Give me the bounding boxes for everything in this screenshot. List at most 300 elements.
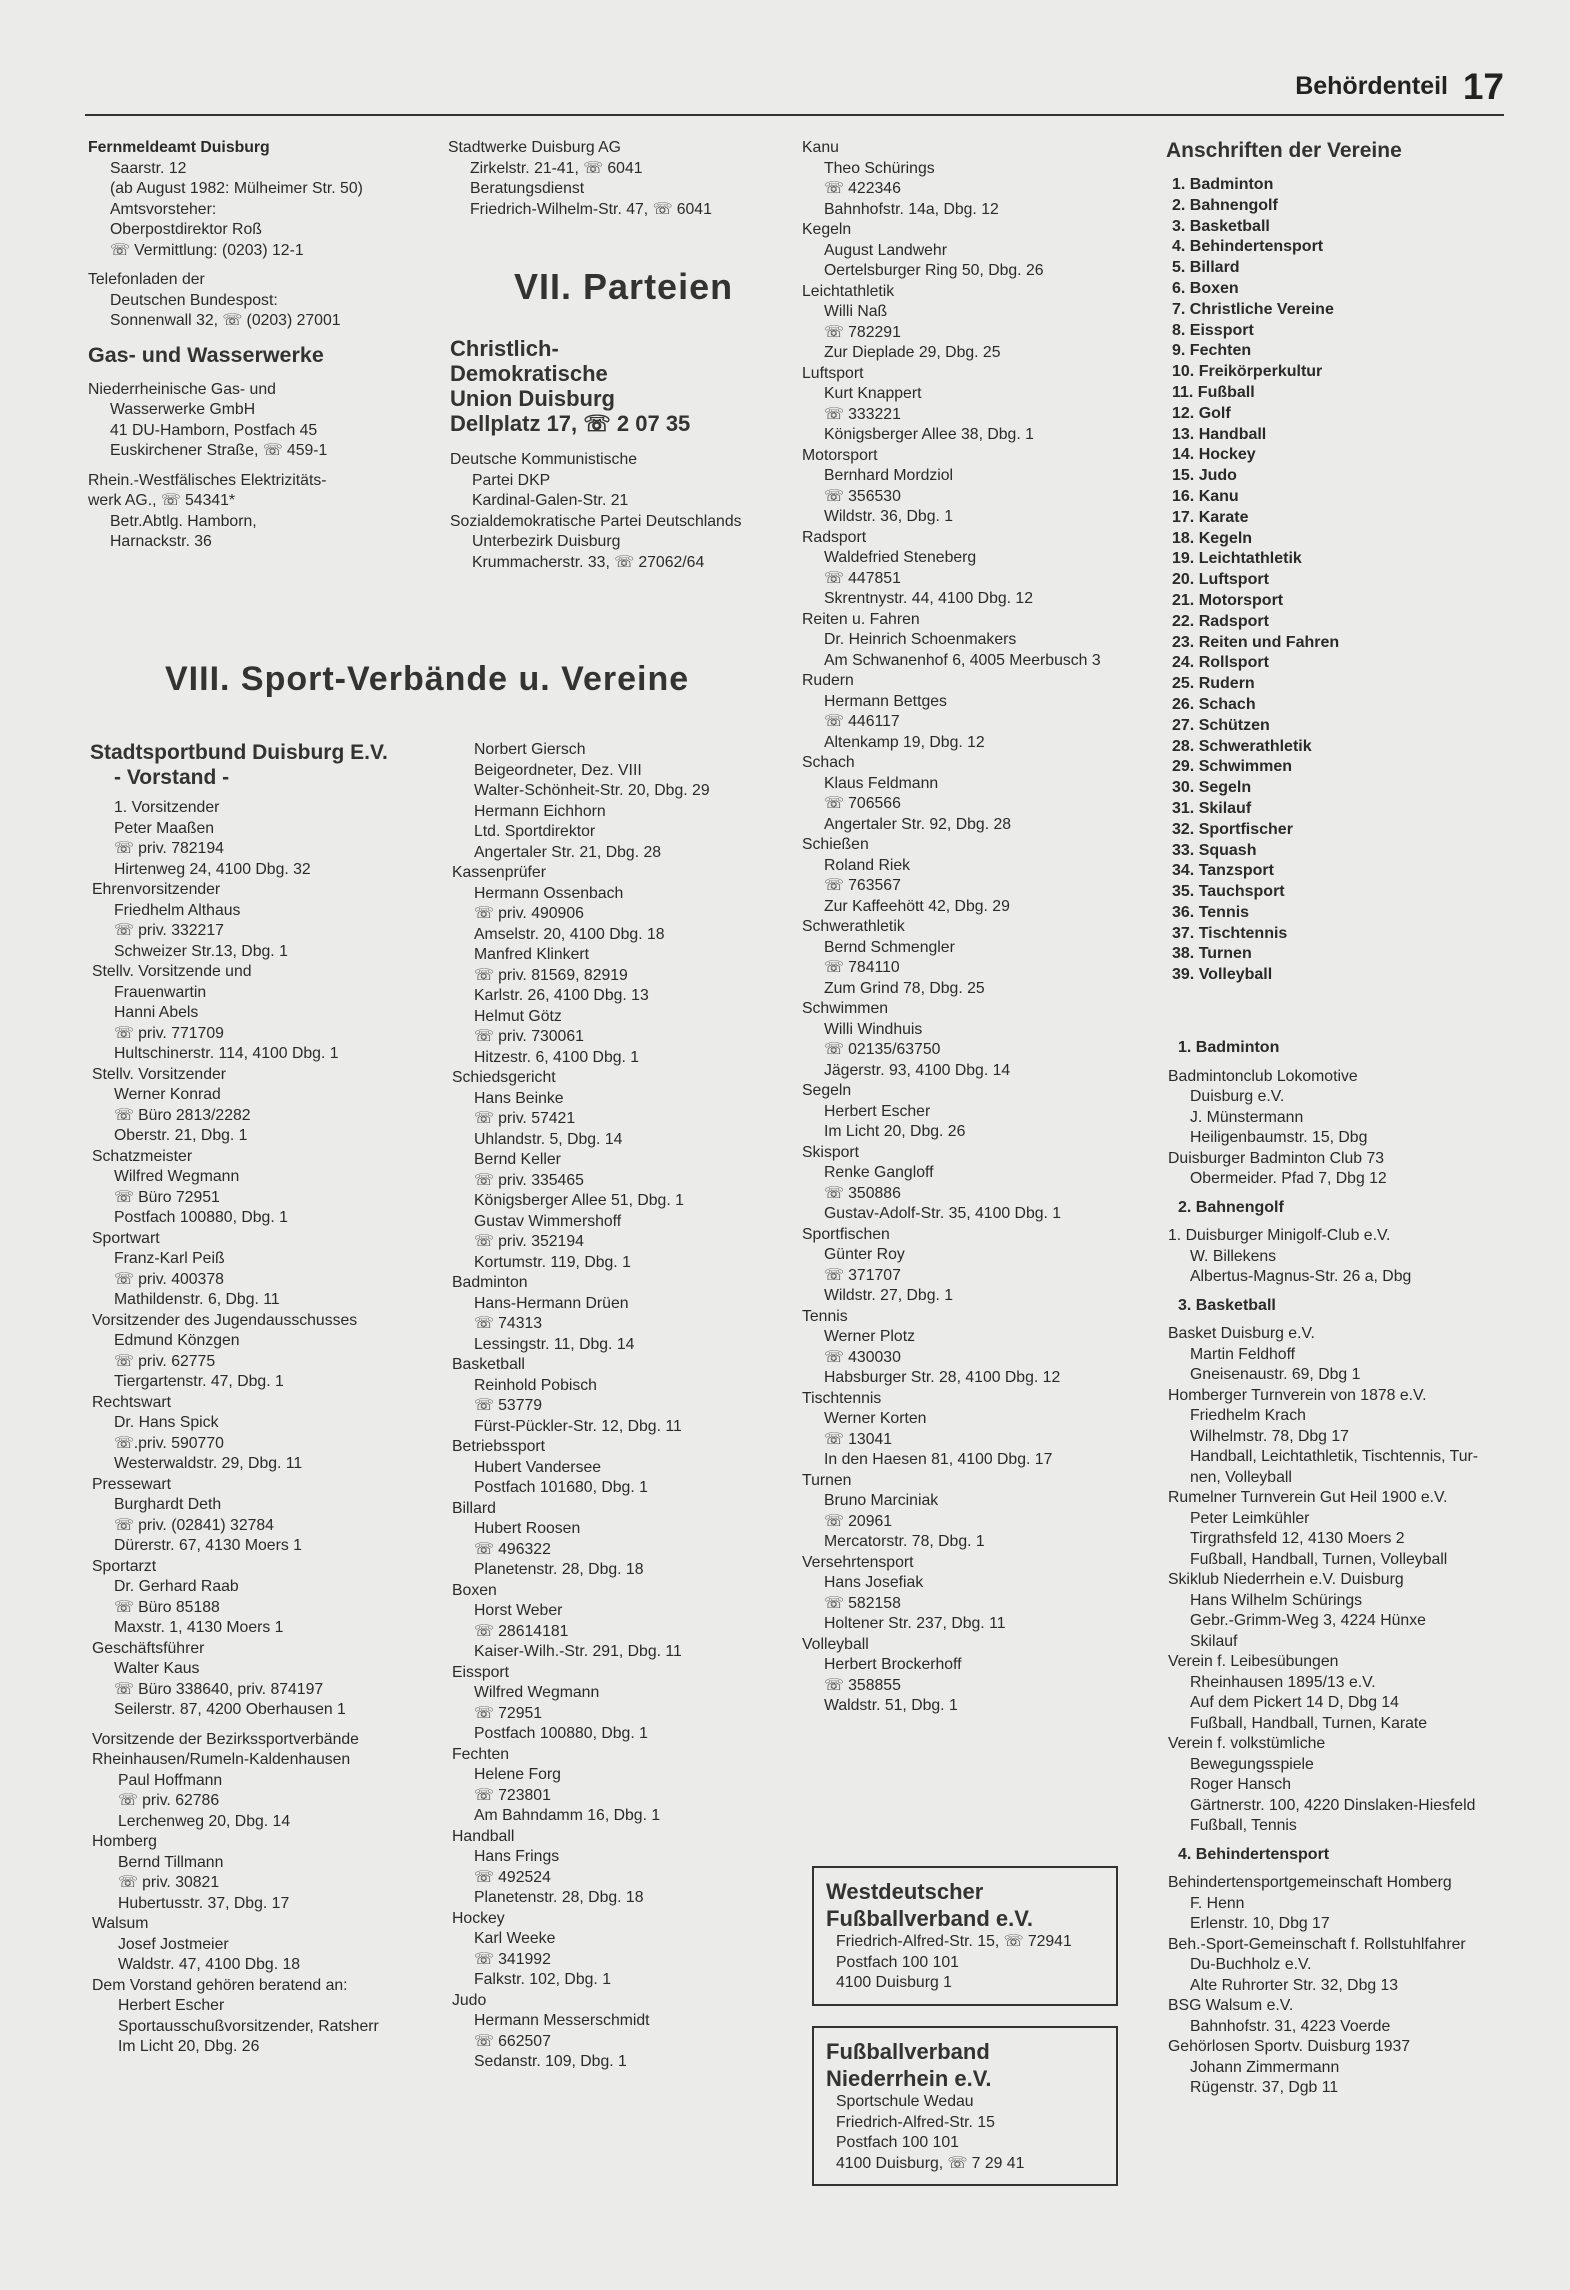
toc-item: 37. Tischtennis xyxy=(1172,924,1288,942)
text-line: Erlenstr. 10, Dbg 17 xyxy=(1190,1915,1330,1932)
text-line: Hans Josefiak xyxy=(824,1574,924,1591)
toc-item: 30. Segeln xyxy=(1172,779,1252,797)
wfv-box xyxy=(812,1866,1118,2006)
toc-item: 7. Christliche Vereine xyxy=(1172,300,1334,318)
text-line: Schach xyxy=(802,754,855,771)
text-line: Fußball, Handball, Turnen, Karate xyxy=(1190,1714,1428,1732)
text-line: ☏ priv. (02841) 32784 xyxy=(114,1516,274,1534)
text-line: Dürerstr. 67, 4130 Moers 1 xyxy=(114,1537,302,1554)
text-line: Franz-Karl Peiß xyxy=(114,1250,225,1267)
text-line: Beigeordneter, Dez. VIII xyxy=(474,761,642,779)
text-line: werk AG., ☏ 54341* xyxy=(88,492,236,509)
text-line: Harnackstr. 36 xyxy=(110,533,212,550)
text-line: BSG Walsum e.V. xyxy=(1168,1997,1294,2014)
toc-item: 29. Schwimmen xyxy=(1172,758,1293,776)
text-line: Homberger Turnverein von 1878 e.V. xyxy=(1168,1386,1427,1404)
text-line: Luftsport xyxy=(802,364,864,382)
box-line: Postfach 100 101 xyxy=(836,2134,959,2151)
ssb-title-line: - Vorstand - xyxy=(114,766,230,789)
text-line: Schweizer Str.13, Dbg. 1 xyxy=(114,942,288,960)
text-line: Kegeln xyxy=(802,221,852,238)
text-line: Geschäftsführer xyxy=(92,1639,205,1657)
text-line: Fechten xyxy=(452,1745,510,1763)
col1-top xyxy=(88,138,428,553)
text-line: Volleyball xyxy=(802,1635,869,1653)
text-line: ☏ 53779 xyxy=(474,1397,543,1414)
text-line: ☏ priv. 782194 xyxy=(114,840,224,857)
spacer xyxy=(88,261,428,270)
toc-item: 31. Skilauf xyxy=(1172,799,1252,817)
text-line: Beh.-Sport-Gemeinschaft f. Rollstuhlfahrer xyxy=(1168,1935,1466,1953)
box-line: 4100 Duisburg 1 xyxy=(836,1974,952,1991)
toc-item: 39. Volleyball xyxy=(1172,966,1273,984)
text-line: Jägerstr. 93, 4100 Dbg. 14 xyxy=(824,1061,1011,1079)
text-line: Postfach 100880, Dbg. 1 xyxy=(474,1725,648,1742)
text-line: Gärtnerstr. 100, 4220 Dinslaken-Hiesfeld xyxy=(1190,1796,1476,1814)
text-line: Heiligenbaumstr. 15, Dbg xyxy=(1190,1129,1368,1146)
text-line: Fernmeldeamt Duisburg xyxy=(88,139,270,156)
text-line: Horst Weber xyxy=(474,1602,563,1619)
text-line: Renke Gangloff xyxy=(824,1164,934,1181)
text-line: Rechtswart xyxy=(92,1393,172,1411)
text-line: Fußball, Handball, Turnen, Volleyball xyxy=(1190,1550,1448,1568)
text-line: Altenkamp 19, Dbg. 12 xyxy=(824,733,985,751)
toc-item: 15. Judo xyxy=(1172,467,1237,485)
text-line: Hitzestr. 6, 4100 Dbg. 1 xyxy=(474,1048,640,1066)
text-line: Im Licht 20, Dbg. 26 xyxy=(824,1123,966,1140)
text-line: Euskirchener Straße, ☏ 459-1 xyxy=(110,442,328,459)
box-title: Fußballverband e.V. xyxy=(826,1906,1034,1931)
text-line: Hermann Messerschmidt xyxy=(474,2012,650,2029)
cdu-line: Christlich- xyxy=(450,336,559,361)
text-line: Kaiser-Wilh.-Str. 291, Dbg. 11 xyxy=(474,1643,682,1660)
text-line: Am Bahndamm 16, Dbg. 1 xyxy=(474,1807,661,1824)
page-number: 17 xyxy=(1462,66,1504,107)
text-line: Königsberger Allee 38, Dbg. 1 xyxy=(824,426,1034,443)
text-line: Wilhelmstr. 78, Dbg 17 xyxy=(1190,1427,1349,1445)
text-line: Kardinal-Galen-Str. 21 xyxy=(472,492,629,509)
text-line: ☏ 341992 xyxy=(474,1950,551,1968)
cdu-line: Demokratische xyxy=(450,361,608,386)
text-line: Hermann Bettges xyxy=(824,692,947,710)
text-line: Badminton xyxy=(452,1274,528,1291)
text-line: Wasserwerke GmbH xyxy=(110,401,256,418)
col2-parteien xyxy=(450,450,790,573)
toc-item: 18. Kegeln xyxy=(1172,529,1253,547)
text-line: ☏ Büro 338640, priv. 874197 xyxy=(114,1680,324,1698)
text-line: Radsport xyxy=(802,528,867,546)
text-line: Karl Weeke xyxy=(474,1930,556,1947)
box-line: Postfach 100 101 xyxy=(836,1953,959,1971)
text-line: Werner Korten xyxy=(824,1410,927,1427)
text-line: Dr. Heinrich Schoenmakers xyxy=(824,631,1017,648)
text-line: ☏ 356530 xyxy=(824,487,901,505)
text-line: ☏ 422346 xyxy=(824,180,901,197)
text-line: Angertaler Str. 21, Dbg. 28 xyxy=(474,843,662,861)
text-line: Reinhold Pobisch xyxy=(474,1376,597,1394)
text-line: Deutschen Bundespost: xyxy=(110,291,278,309)
text-line: Du-Buchholz e.V. xyxy=(1190,1956,1312,1973)
text-line: Bewegungsspiele xyxy=(1190,1755,1314,1773)
text-line: Gneisenaustr. 69, Dbg 1 xyxy=(1190,1366,1361,1383)
text-line: Friedhelm Krach xyxy=(1190,1407,1306,1424)
spacer xyxy=(88,462,428,471)
text-line: Bernd Tillmann xyxy=(118,1853,224,1871)
text-line: ☏ 706566 xyxy=(824,795,901,812)
text-line: Seilerstr. 87, 4200 Oberhausen 1 xyxy=(114,1701,346,1718)
text-line: Betr.Abtlg. Hamborn, xyxy=(110,512,257,530)
text-line: 1. Vorsitzender xyxy=(114,799,220,816)
text-line: Ltd. Sportdirektor xyxy=(474,823,596,840)
text-line: Mathildenstr. 6, Dbg. 11 xyxy=(114,1291,280,1308)
text-line: Dem Vorstand gehören beratend an: xyxy=(92,1976,348,1994)
text-line: Walter-Schönheit-Str. 20, Dbg. 29 xyxy=(474,782,710,799)
text-line: 1. Duisburger Minigolf-Club e.V. xyxy=(1168,1227,1391,1244)
text-line: Sozialdemokratische Partei Deutschlands xyxy=(450,512,742,530)
text-line: Karlstr. 26, 4100 Dbg. 13 xyxy=(474,987,649,1004)
text-line: Postfach 100880, Dbg. 1 xyxy=(114,1209,288,1226)
text-line: Auf dem Pickert 14 D, Dbg 14 xyxy=(1190,1694,1399,1711)
box-title: Niederrhein e.V. xyxy=(826,2066,992,2091)
text-line: Waldefried Steneberg xyxy=(824,549,977,566)
text-line: W. Billekens xyxy=(1190,1247,1277,1265)
text-line: Planetenstr. 28, Dbg. 18 xyxy=(474,1561,644,1578)
text-line: Peter Leimkühler xyxy=(1190,1509,1310,1527)
text-line: Hubert Vandersee xyxy=(474,1458,602,1476)
text-line: Postfach 101680, Dbg. 1 xyxy=(474,1479,648,1496)
text-line: Homberg xyxy=(92,1833,157,1850)
toc-item: 21. Motorsport xyxy=(1172,591,1284,609)
toc-item: 36. Tennis xyxy=(1172,903,1250,921)
col4-clubs xyxy=(1168,1030,1538,2099)
text-line: Schiedsgericht xyxy=(452,1069,556,1086)
text-line: Herbert Brockerhoff xyxy=(824,1656,962,1673)
text-line: Bernhard Mordziol xyxy=(824,467,954,484)
text-line: In den Haesen 81, 4100 Dbg. 17 xyxy=(824,1451,1053,1468)
text-line: ☏ priv. 352194 xyxy=(474,1233,584,1250)
text-line: ☏ 784110 xyxy=(824,959,900,976)
text-line: Badmintonclub Lokomotive xyxy=(1168,1067,1358,1085)
text-line: Oberstr. 21, Dbg. 1 xyxy=(114,1127,248,1144)
toc-item: 13. Handball xyxy=(1172,425,1267,443)
text-line: Turnen xyxy=(802,1471,852,1489)
toc-item: 23. Reiten und Fahren xyxy=(1172,633,1340,651)
text-line: Rheinhausen/Rumeln-Kaldenhausen xyxy=(92,1751,351,1768)
text-line: Bahnhofstr. 14a, Dbg. 12 xyxy=(824,200,999,218)
text-line: Schwerathletik xyxy=(802,918,905,935)
text-line: J. Münstermann xyxy=(1190,1108,1304,1126)
text-line: Lessingstr. 11, Dbg. 14 xyxy=(474,1335,635,1353)
text-line: Tennis xyxy=(802,1307,848,1325)
text-line: ☏ priv. 57421 xyxy=(474,1110,576,1127)
text-line: Uhlandstr. 5, Dbg. 14 xyxy=(474,1130,623,1148)
text-line: Zur Kaffeehött 42, Dbg. 29 xyxy=(824,897,1010,915)
text-line: Amselstr. 20, 4100 Dbg. 18 xyxy=(474,925,665,943)
cdu-line: Dellplatz 17, ☏ 2 07 35 xyxy=(450,411,691,436)
text-line: Falkstr. 102, Dbg. 1 xyxy=(474,1971,611,1988)
text-line: Tischtennis xyxy=(802,1389,882,1407)
text-line: Hermann Eichhorn xyxy=(474,802,606,820)
text-line: Schatzmeister xyxy=(92,1147,193,1165)
text-line: Skrentnystr. 44, 4100 Dbg. 12 xyxy=(824,590,1034,607)
text-line: Josef Jostmeier xyxy=(118,1935,229,1953)
col2-top xyxy=(448,138,788,220)
text-line: Martin Feldhoff xyxy=(1190,1345,1296,1363)
text-line: ☏ priv. 62786 xyxy=(118,1792,220,1809)
box-title: Fußballverband xyxy=(826,2039,990,2064)
toc-item: 19. Leichtathletik xyxy=(1172,550,1302,568)
header-rule xyxy=(85,114,1504,116)
text-line: Sportwart xyxy=(92,1229,160,1247)
text-line: Zirkelstr. 21-41, ☏ 6041 xyxy=(470,159,643,177)
text-line: Friedhelm Althaus xyxy=(114,901,241,919)
text-line: Planetenstr. 28, Dbg. 18 xyxy=(474,1889,644,1906)
text-line: Bernd Keller xyxy=(474,1151,561,1168)
text-line: Motorsport xyxy=(802,446,878,464)
text-line: ☏ priv. 730061 xyxy=(474,1028,584,1045)
text-line: Tirgrathsfeld 12, 4130 Moers 2 xyxy=(1190,1530,1405,1547)
toc-item: 8. Eissport xyxy=(1172,321,1254,339)
text-line: Schwimmen xyxy=(802,1000,889,1017)
text-line: Krummacherstr. 33, ☏ 27062/64 xyxy=(472,553,705,571)
text-line: ☏ 430030 xyxy=(824,1348,901,1366)
text-line: ☏ priv. 81569, 82919 xyxy=(474,966,628,984)
text-line: Rudern xyxy=(802,672,854,689)
text-line: Rhein.-Westfälisches Elektrizitäts- xyxy=(88,471,327,489)
toc-item: 14. Hockey xyxy=(1172,446,1256,464)
text-line: ☏ 782291 xyxy=(824,323,901,341)
text-line: Eissport xyxy=(452,1663,510,1681)
text-line: Versehrtensport xyxy=(802,1553,914,1571)
text-line: Skisport xyxy=(802,1143,860,1161)
text-line: Sportarzt xyxy=(92,1557,157,1575)
text-line: Norbert Giersch xyxy=(474,741,586,758)
text-line: Beratungsdienst xyxy=(470,180,585,197)
text-line: ☏.priv. 590770 xyxy=(114,1434,224,1452)
text-line: ☏ priv. 30821 xyxy=(118,1874,220,1891)
text-line: Basketball xyxy=(452,1356,525,1373)
text-line: Hockey xyxy=(452,1909,505,1927)
text-line: Vorsitzende der Bezirkssportverbände xyxy=(92,1730,359,1748)
text-line: Walsum xyxy=(92,1915,149,1932)
text-line: Kurt Knappert xyxy=(824,385,922,402)
col3 xyxy=(802,138,1162,1717)
text-line: Gustav Wimmershoff xyxy=(474,1212,622,1230)
text-line: Hultschinerstr. 114, 4100 Dbg. 1 xyxy=(114,1045,339,1062)
text-line: Manfred Klinkert xyxy=(474,946,590,963)
text-line: Frauenwartin xyxy=(114,983,207,1001)
text-line: Gustav-Adolf-Str. 35, 4100 Dbg. 1 xyxy=(824,1205,1062,1222)
text-line: Bruno Marciniak xyxy=(824,1492,939,1509)
text-line: ☏ 333221 xyxy=(824,405,901,423)
text-line: Herbert Escher xyxy=(118,1997,225,2014)
text-line: ☏ 28614181 xyxy=(474,1622,569,1640)
text-line: Königsberger Allee 51, Dbg. 1 xyxy=(474,1192,684,1209)
toc-item: 34. Tanzsport xyxy=(1172,862,1274,880)
toc-item: 38. Turnen xyxy=(1172,945,1252,963)
text-line: Burghardt Deth xyxy=(114,1496,222,1513)
text-line: Hanni Abels xyxy=(114,1004,199,1021)
text-line: Behindertensportgemeinschaft Homberg xyxy=(1168,1874,1452,1891)
text-line: Hans-Hermann Drüen xyxy=(474,1294,629,1312)
text-line: Waldstr. 47, 4100 Dbg. 18 xyxy=(118,1956,301,1973)
text-line: Hubert Roosen xyxy=(474,1520,581,1537)
text-line: ☏ 350886 xyxy=(824,1184,901,1202)
text-line: Hans Beinke xyxy=(474,1089,564,1107)
text-line: Willi Naß xyxy=(824,303,888,320)
text-line: Kassenprüfer xyxy=(452,864,546,881)
text-line: Kanu xyxy=(802,139,839,156)
text-line: Deutsche Kommunistische xyxy=(450,451,638,468)
text-line: Sportausschußvorsitzender, Ratsherr xyxy=(118,2017,379,2035)
text-line: ☏ priv. 62775 xyxy=(114,1352,216,1370)
text-line: Gebr.-Grimm-Weg 3, 4224 Hünxe xyxy=(1190,1612,1426,1629)
text-line: Sonnenwall 32, ☏ (0203) 27001 xyxy=(110,312,341,329)
toc-item: 35. Tauchsport xyxy=(1172,883,1285,901)
text-line: Zur Dieplade 29, Dbg. 25 xyxy=(824,344,1001,361)
toc-item: 27. Schützen xyxy=(1172,716,1270,734)
toc-item: 3. Basketball xyxy=(1172,217,1270,235)
toc-item: 32. Sportfischer xyxy=(1172,820,1293,838)
anschriften-heading: Anschriften der Vereine xyxy=(1166,139,1402,162)
sport-heading: VIII. Sport-Verbände u. Vereine xyxy=(165,660,690,698)
text-line: Sedanstr. 109, Dbg. 1 xyxy=(474,2053,627,2070)
cdu-line: Union Duisburg xyxy=(450,386,615,411)
text-line: Herbert Escher xyxy=(824,1102,931,1120)
col1-bottom xyxy=(92,798,462,2058)
text-line: Wilfred Wegmann xyxy=(474,1684,600,1701)
text-line: Theo Schürings xyxy=(824,159,935,177)
box-line: Friedrich-Alfred-Str. 15, ☏ 72941 xyxy=(836,1933,1072,1950)
cdu-block xyxy=(450,336,780,436)
spacer xyxy=(92,1721,462,1730)
text-line: Paul Hoffmann xyxy=(118,1771,223,1789)
text-line: Klaus Feldmann xyxy=(824,774,939,792)
text-line: Wilfred Wegmann xyxy=(114,1168,240,1185)
text-line: Boxen xyxy=(452,1581,497,1599)
text-line: Handball, Leichtathletik, Tischtennis, Tur- xyxy=(1190,1448,1478,1465)
text-line: Hans Wilhelm Schürings xyxy=(1190,1591,1363,1609)
text-line: Waldstr. 51, Dbg. 1 xyxy=(824,1697,958,1714)
text-line: Pressewart xyxy=(92,1475,172,1493)
toc-item: 11. Fußball xyxy=(1172,383,1255,401)
text-line: ☏ 492524 xyxy=(474,1868,551,1886)
text-line: Rheinhausen 1895/13 e.V. xyxy=(1190,1673,1376,1691)
toc-item: 22. Radsport xyxy=(1172,612,1269,630)
toc-item: 5. Billard xyxy=(1172,259,1240,277)
text-line: Niederrheinische Gas- und xyxy=(88,380,276,398)
text-line: Friedrich-Wilhelm-Str. 47, ☏ 6041 xyxy=(470,200,712,218)
text-line: ☏ 02135/63750 xyxy=(824,1041,941,1058)
section-heading: Gas- und Wasserwerke xyxy=(88,342,324,367)
text-line: Amtsvorsteher: xyxy=(110,200,217,218)
ssb-title xyxy=(90,740,430,790)
text-line: Partei DKP xyxy=(472,471,551,489)
box-line: 4100 Duisburg, ☏ 7 29 41 xyxy=(836,2154,1025,2172)
text-line: Tiergartenstr. 47, Dbg. 1 xyxy=(114,1373,284,1390)
text-line: ☏ priv. 490906 xyxy=(474,905,584,922)
text-line: Westerwaldstr. 29, Dbg. 11 xyxy=(114,1455,303,1472)
toc-item: 17. Karate xyxy=(1172,508,1249,526)
text-line: Edmund Könzgen xyxy=(114,1332,240,1349)
text-line: Obermeider. Pfad 7, Dbg 12 xyxy=(1190,1170,1387,1187)
text-line: Habsburger Str. 28, 4100 Dbg. 12 xyxy=(824,1369,1061,1386)
text-line: Werner Konrad xyxy=(114,1086,221,1103)
text-line: Holtener Str. 237, Dbg. 11 xyxy=(824,1615,1006,1632)
text-line: Albertus-Magnus-Str. 26 a, Dbg xyxy=(1190,1268,1412,1285)
text-line: Fürst-Pückler-Str. 12, Dbg. 11 xyxy=(474,1417,682,1435)
text-line: Dr. Hans Spick xyxy=(114,1414,219,1431)
text-line: ☏ Büro 72951 xyxy=(114,1188,220,1206)
text-line: Verein f. Leibesübungen xyxy=(1168,1653,1339,1670)
box-line: Sportschule Wedau xyxy=(836,2093,974,2110)
col2-bottom xyxy=(452,740,792,2073)
text-line: ☏ Vermittlung: (0203) 12-1 xyxy=(110,241,304,259)
text-line: ☏ 446117 xyxy=(824,713,900,730)
text-line: Oberpostdirektor Roß xyxy=(110,221,262,238)
text-line: Hermann Ossenbach xyxy=(474,884,624,902)
toc-item: 9. Fechten xyxy=(1172,342,1252,360)
text-line: (ab August 1982: Mülheimer Str. 50) xyxy=(110,180,363,197)
text-line: ☏ priv. 771709 xyxy=(114,1024,224,1042)
text-line: ☏ 74313 xyxy=(474,1315,543,1332)
text-line: Judo xyxy=(452,1991,487,2009)
toc-list xyxy=(1166,175,1516,986)
text-line: Rumelner Turnverein Gut Heil 1900 e.V. xyxy=(1168,1489,1448,1506)
club-section-heading: 1. Badminton xyxy=(1178,1039,1280,1056)
text-line: ☏ 371707 xyxy=(824,1266,901,1284)
text-line: ☏ 20961 xyxy=(824,1512,893,1530)
text-line: Skilauf xyxy=(1190,1632,1238,1650)
text-line: Hubertusstr. 37, Dbg. 17 xyxy=(118,1894,290,1912)
text-line: ☏ priv. 400378 xyxy=(114,1270,224,1288)
text-line: Vorsitzender des Jugendausschusses xyxy=(92,1311,358,1329)
text-line: Am Schwanenhof 6, 4005 Meerbusch 3 xyxy=(824,651,1101,669)
text-line: ☏ 72951 xyxy=(474,1704,543,1722)
text-line: Saarstr. 12 xyxy=(110,159,187,177)
text-line: Günter Roy xyxy=(824,1246,905,1263)
toc-item: 16. Kanu xyxy=(1172,487,1239,505)
text-line: Hirtenweg 24, 4100 Dbg. 32 xyxy=(114,860,311,878)
text-line: Stellv. Vorsitzende und xyxy=(92,963,252,980)
box-line: Friedrich-Alfred-Str. 15 xyxy=(836,2113,995,2131)
text-line: Billard xyxy=(452,1499,496,1517)
text-line: Roland Riek xyxy=(824,856,911,874)
text-line: Ehrenvorsitzender xyxy=(92,881,221,898)
text-line: nen, Volleyball xyxy=(1190,1468,1292,1486)
club-section-heading: 2. Bahnengolf xyxy=(1178,1198,1284,1216)
text-line: Schießen xyxy=(802,836,869,853)
text-line: Zum Grind 78, Dbg. 25 xyxy=(824,979,985,997)
text-line: Alte Ruhrorter Str. 32, Dbg 13 xyxy=(1190,1976,1399,1994)
text-line: Mercatorstr. 78, Dbg. 1 xyxy=(824,1533,985,1550)
text-line: Duisburger Badminton Club 73 xyxy=(1168,1149,1385,1167)
toc-item: 1. Badminton xyxy=(1172,176,1274,193)
text-line: Oertelsburger Ring 50, Dbg. 26 xyxy=(824,262,1044,279)
toc-item: 25. Rudern xyxy=(1172,675,1255,693)
text-line: Reiten u. Fahren xyxy=(802,610,920,628)
text-line: Hans Frings xyxy=(474,1848,560,1865)
toc-item: 33. Squash xyxy=(1172,841,1257,859)
text-line: Lerchenweg 20, Dbg. 14 xyxy=(118,1812,291,1830)
toc-item: 20. Luftsport xyxy=(1172,571,1269,589)
text-line: ☏ Büro 85188 xyxy=(114,1598,220,1616)
toc-item: 24. Rollsport xyxy=(1172,654,1269,672)
text-line: ☏ 582158 xyxy=(824,1594,901,1612)
text-line: Wildstr. 36, Dbg. 1 xyxy=(824,508,954,525)
text-line: ☏ 723801 xyxy=(474,1786,551,1804)
text-line: Helmut Götz xyxy=(474,1007,562,1025)
